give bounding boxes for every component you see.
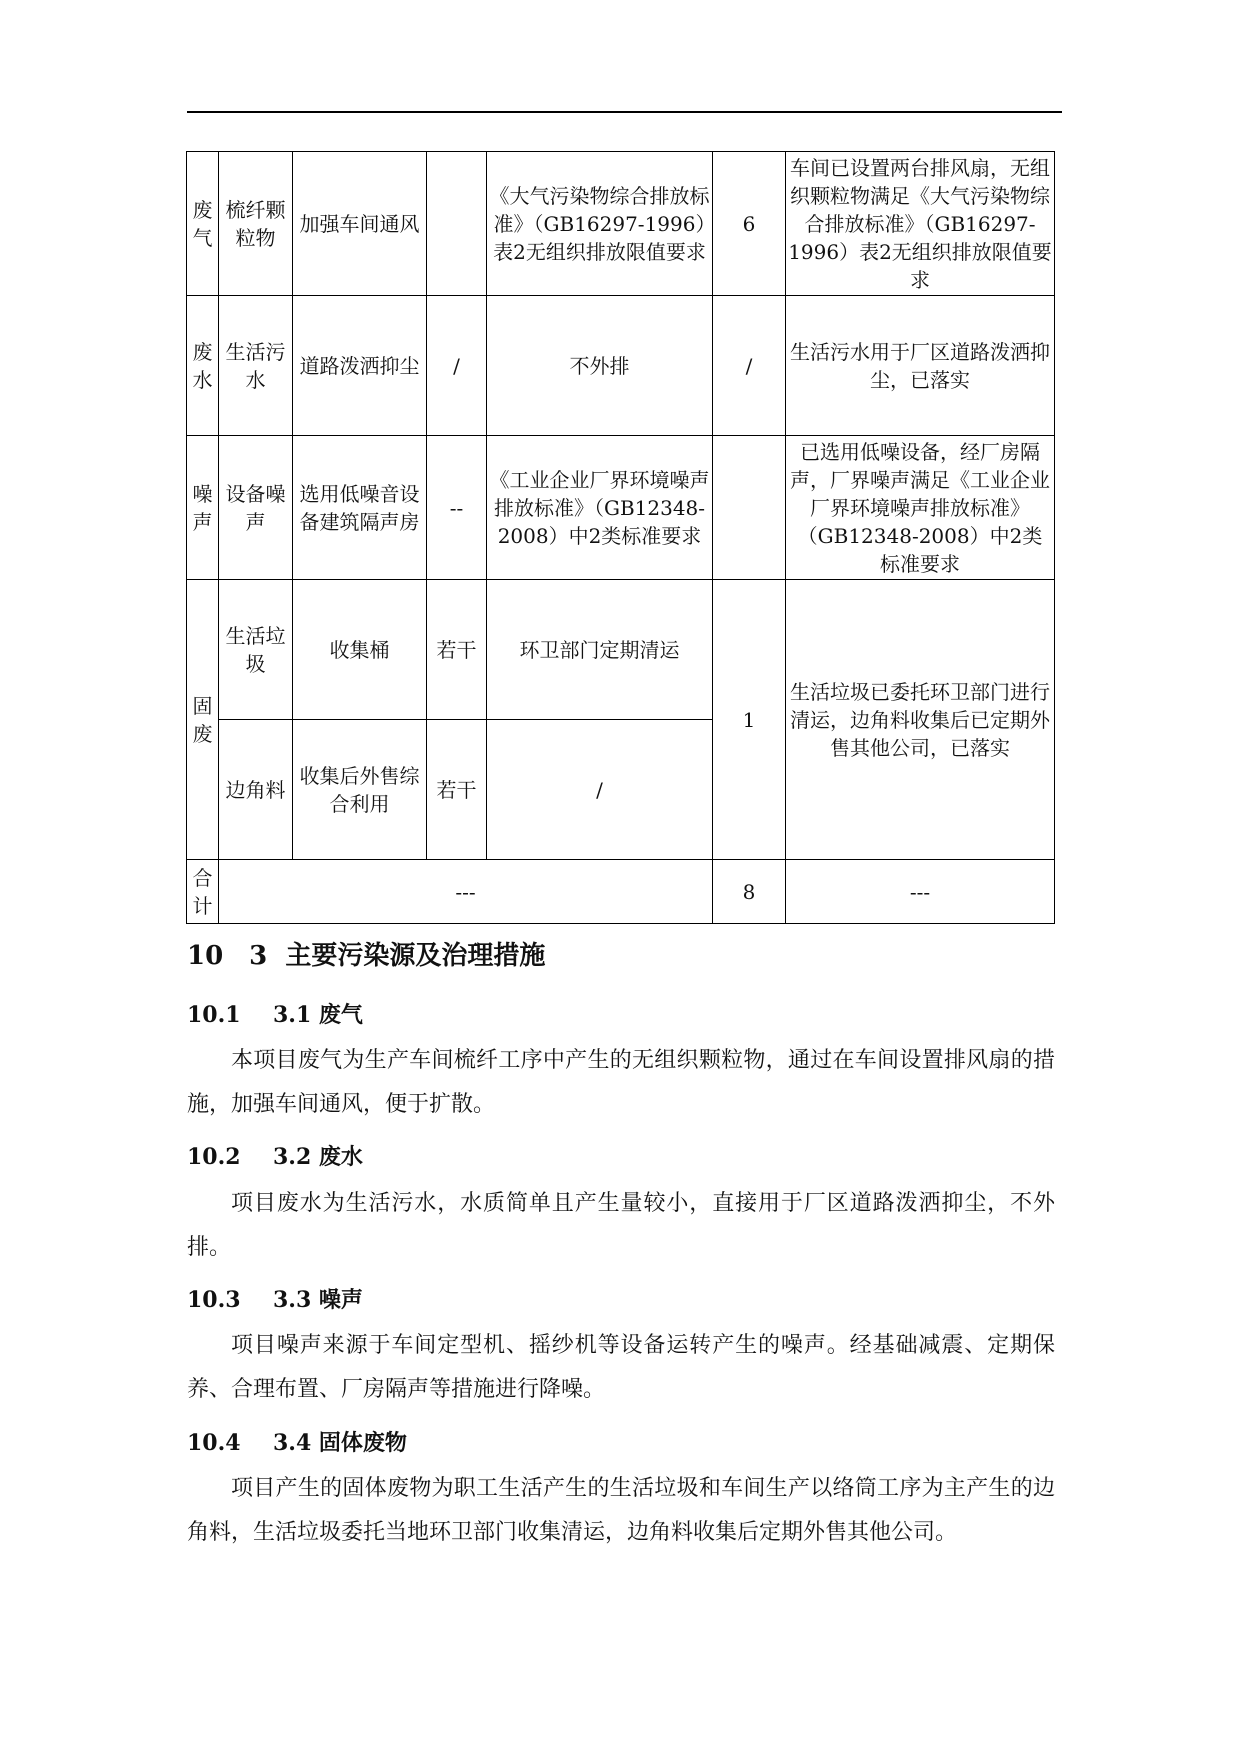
section-heading [187,935,545,972]
subsection-heading [187,1426,407,1457]
subsection-title: 3.1 废气 [273,1002,363,1028]
status-cell: 生活垃圾已委托环卫部门进行清运，边角料收集后已定期外售其他公司，已落实 [786,580,1055,860]
paragraph: 项目产生的固体废物为职工生活产生的生活垃圾和车间生产以络筒工序为主产生的边角料，生活垃圾委托当地环卫部门收集清运，边角料收集后定期外售其他公司。 [187,1476,1055,1545]
subsection-heading [187,1283,363,1314]
section-number: 10 3 [187,941,268,971]
pollution-control-table [186,151,1055,924]
source-cell: 边角料 [219,720,293,860]
section-title: 主要污染源及治理措施 [285,941,546,971]
paragraph: 项目噪声来源于车间定型机、摇纱机等设备运转产生的噪声。经基础减震、定期保养、合理布置、厂房隔声等措施进行降噪。 [187,1333,1055,1402]
table-row [187,436,1055,580]
invest-cell [713,436,786,580]
qty-cell [427,152,487,296]
measure-cell: 道路泼洒抑尘 [293,296,427,436]
qty-cell: 若干 [427,720,487,860]
status-cell: 已选用低噪设备，经厂房隔声，厂界噪声满足《工业企业厂界环境噪声排放标准》（GB12348-2008）中2类标准要求 [786,436,1055,580]
subsection-title: 3.4 固体废物 [273,1430,407,1456]
subsection-number: 10.1 [187,1002,241,1028]
paragraph: 项目废水为生活污水，水质简单且产生量较小，直接用于厂区道路泼洒抑尘，不外排。 [187,1191,1055,1260]
status-cell: 生活污水用于厂区道路泼洒抑尘，已落实 [786,296,1055,436]
standard-cell: 环卫部门定期清运 [487,580,713,720]
invest-cell: 6 [713,152,786,296]
standard-cell: / [487,720,713,860]
header-rule [187,111,1062,113]
table-row [187,296,1055,436]
total-label-cell: 合计 [187,860,219,924]
subsection-number: 10.2 [187,1144,241,1170]
total-invest-cell: 8 [713,860,786,924]
source-cell: 设备噪声 [219,436,293,580]
measure-cell: 加强车间通风 [293,152,427,296]
invest-cell: / [713,296,786,436]
measure-cell: 收集后外售综合利用 [293,720,427,860]
subsection-number: 10.4 [187,1430,241,1456]
measure-cell: 选用低噪音设备建筑隔声房 [293,436,427,580]
invest-cell: 1 [713,580,786,860]
standard-cell: 《工业企业厂界环境噪声排放标准》（GB12348-2008）中2类标准要求 [487,436,713,580]
subsection-heading [187,998,363,1029]
paragraph: 本项目废气为生产车间梳纤工序中产生的无组织颗粒物，通过在车间设置排风扇的措施，加强车间通风，便于扩散。 [187,1048,1055,1117]
table-row-total [187,860,1055,924]
subsection-heading [187,1140,363,1171]
category-cell: 废水 [187,296,219,436]
table-row [187,580,1055,720]
category-cell: 废气 [187,152,219,296]
total-mid-cell: --- [219,860,713,924]
table-row [187,152,1055,296]
subsection-number: 10.3 [187,1287,241,1313]
qty-cell: / [427,296,487,436]
source-cell: 生活垃圾 [219,580,293,720]
standard-cell: 不外排 [487,296,713,436]
source-cell: 生活污水 [219,296,293,436]
qty-cell: 若干 [427,580,487,720]
total-status-cell: --- [786,860,1055,924]
measure-cell: 收集桶 [293,580,427,720]
qty-cell: -- [427,436,487,580]
status-cell: 车间已设置两台排风扇，无组织颗粒物满足《大气污染物综合排放标准》（GB16297-1996）表2无组织排放限值要求 [786,152,1055,296]
category-cell: 噪声 [187,436,219,580]
subsection-title: 3.2 废水 [273,1144,363,1170]
source-cell: 梳纤颗粒物 [219,152,293,296]
subsection-title: 3.3 噪声 [273,1287,363,1313]
category-cell: 固废 [187,580,219,860]
standard-cell: 《大气污染物综合排放标准》（GB16297-1996）表2无组织排放限值要求 [487,152,713,296]
